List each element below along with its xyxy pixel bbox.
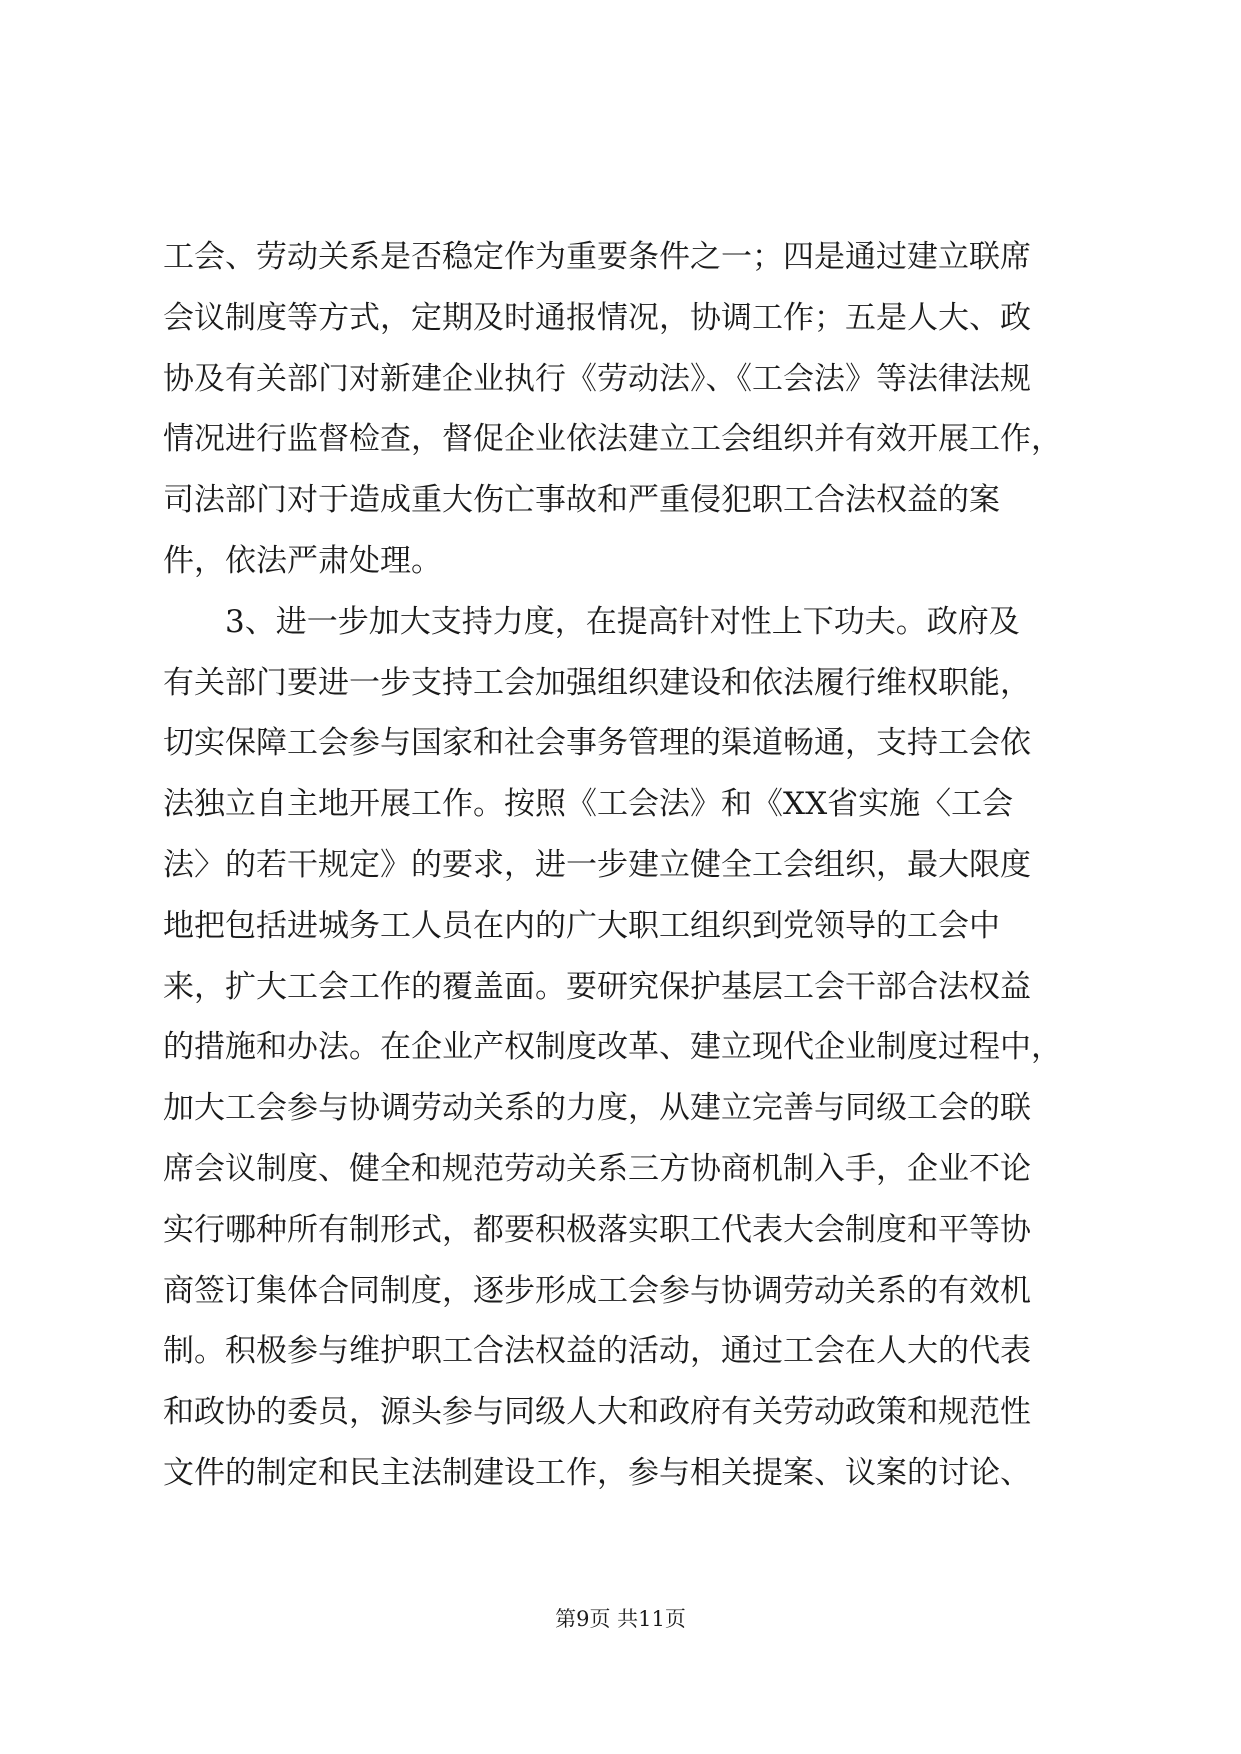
paragraph-start-line: 3、进一步加大支持力度，在提高针对性上下功夫。政府及: [225, 603, 1020, 640]
text-line: 会议制度等方式，定期及时通报情况，协调工作；五是人大、政: [163, 299, 1031, 336]
text-line: 席会议制度、健全和规范劳动关系三方协商机制入手，企业不论: [163, 1150, 1031, 1187]
text-line: 商签订集体合同制度，逐步形成工会参与协调劳动关系的有效机: [163, 1272, 1031, 1309]
text-line: 法〉的若干规定》的要求，进一步建立健全工会组织，最大限度: [163, 846, 1031, 883]
text-line: 加大工会参与协调劳动关系的力度，从建立完善与同级工会的联: [163, 1090, 1031, 1127]
text-line: 有关部门要进一步支持工会加强组织建设和依法履行维权职能，: [163, 664, 1031, 701]
text-line: 和政协的委员，源头参与同级人大和政府有关劳动政策和规范性: [163, 1394, 1031, 1431]
text-line: 文件的制定和民主法制建设工作，参与相关提案、议案的讨论、: [163, 1454, 1031, 1491]
text-line: 司法部门对于造成重大伤亡事故和严重侵犯职工合法权益的案: [163, 482, 1000, 519]
text-line: 法独立自主地开展工作。按照《工会法》和《XX省实施〈工会: [163, 786, 1014, 823]
page-number-footer: 第9页 共11页: [555, 1607, 686, 1631]
text-line: 情况进行监督检查，督促企业依法建立工会组织并有效开展工作，: [163, 421, 1062, 458]
text-line: 地把包括进城务工人员在内的广大职工组织到党领导的工会中: [163, 907, 1000, 944]
text-line: 件，依法严肃处理。: [163, 542, 442, 579]
text-line: 制。积极参与维护职工合法权益的活动，通过工会在人大的代表: [163, 1333, 1031, 1370]
text-line: 来，扩大工会工作的覆盖面。要研究保护基层工会干部合法权益: [163, 968, 1031, 1005]
text-line: 工会、劳动关系是否稳定作为重要条件之一；四是通过建立联席: [163, 239, 1031, 275]
text-line: 协及有关部门对新建企业执行《劳动法》、《工会法》等法律法规: [163, 360, 1031, 397]
body-text: [163, 227, 1083, 1504]
text-line: 切实保障工会参与国家和社会事务管理的渠道畅通，支持工会依: [163, 725, 1031, 762]
text-line: 实行哪种所有制形式，都要积极落实职工代表大会制度和平等协: [163, 1211, 1031, 1248]
text-line: 的措施和办法。在企业产权制度改革、建立现代企业制度过程中，: [163, 1029, 1062, 1066]
